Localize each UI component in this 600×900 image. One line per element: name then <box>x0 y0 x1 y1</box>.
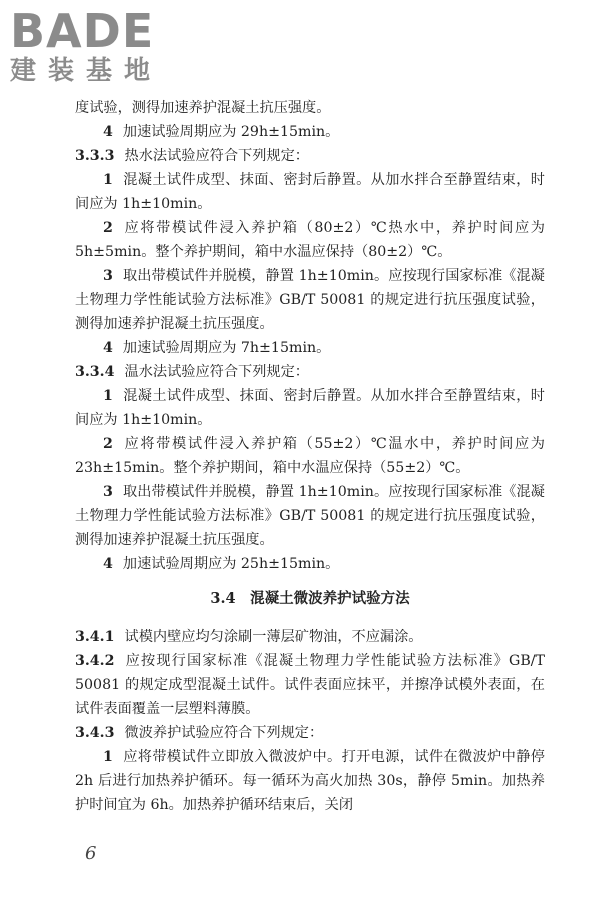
item-number: 4 <box>103 340 113 356</box>
clause-number: 3.3.4 <box>75 364 115 380</box>
paragraph-text: 混凝土试件成型、抹面、密封后静置。从加水拌合至静置结束，时间应为 1h±10min。 <box>75 172 545 212</box>
item-number: 2 <box>103 220 113 236</box>
clause-paragraph <box>75 649 545 721</box>
section-heading: 3.4 混凝土微波养护试验方法 <box>210 590 410 607</box>
clause-number: 3.3.3 <box>75 148 115 164</box>
clause-number: 3.4.1 <box>75 629 115 645</box>
brand-logo <box>10 4 163 86</box>
paragraph-text: 温水法试验应符合下列规定： <box>124 364 309 380</box>
list-item <box>75 480 545 552</box>
list-item <box>75 384 545 432</box>
item-number: 2 <box>103 436 113 452</box>
clause-number: 3.4.3 <box>75 725 115 741</box>
paragraph-text: 应将带模试件浸入养护箱（80±2）℃热水中，养护时间应为 5h±5min。整个养护期间，箱中水温应保持（80±2）℃。 <box>75 220 545 260</box>
list-item <box>75 168 545 216</box>
item-number: 4 <box>103 124 113 140</box>
section-3-4-content <box>75 625 545 817</box>
paragraph-text: 取出带模试件并脱模，静置 1h±10min。应按现行国家标准《混凝土物理力学性能试验方法标准》GB/T 50081 的规定进行抗压强度试验，测得加速养护混凝土抗压强度。 <box>75 268 545 332</box>
list-item <box>75 552 545 576</box>
item-number: 3 <box>103 484 113 500</box>
clause-paragraph <box>75 360 545 384</box>
paragraph-text: 度试验，测得加速养护混凝土抗压强度。 <box>75 100 331 116</box>
item-number: 1 <box>103 172 113 188</box>
clause-paragraph <box>75 721 545 745</box>
section-3-3-content <box>75 96 545 576</box>
continued-paragraph <box>75 96 545 120</box>
list-item <box>75 336 545 360</box>
page-number: 6 <box>85 843 97 864</box>
paragraph-text: 应将带模试件立即放入微波炉中。打开电源，试件在微波炉中静停 2h 后进行加热养护循环。每一循环为高火加热 30s，静停 5min。加热养护时间宜为 6h。加热养护循环结束后，关闭 <box>75 749 545 813</box>
item-number: 1 <box>103 388 113 404</box>
item-number: 3 <box>103 268 113 284</box>
clause-number: 3.4.2 <box>75 653 115 669</box>
item-number: 1 <box>103 749 113 765</box>
list-item <box>75 264 545 336</box>
paragraph-text: 混凝土试件成型、抹面、密封后静置。从加水拌合至静置结束，时间应为 1h±10min。 <box>75 388 545 428</box>
paragraph-text: 加速试验周期应为 29h±15min。 <box>122 124 340 140</box>
list-item <box>75 120 545 144</box>
paragraph-text: 试模内壁应均匀涂刷一薄层矿物油，不应漏涂。 <box>124 629 423 645</box>
logo-wordmark: BADE <box>10 4 155 58</box>
item-number: 4 <box>103 556 113 572</box>
list-item <box>75 745 545 817</box>
list-item <box>75 432 545 480</box>
paragraph-text: 热水法试验应符合下列规定： <box>124 148 309 164</box>
list-item <box>75 216 545 264</box>
paragraph-text: 加速试验周期应为 7h±15min。 <box>122 340 331 356</box>
paragraph-text: 应按现行国家标准《混凝土物理力学性能试验方法标准》GB/T 50081 的规定成型混凝土试件。试件表面应抹平，并擦净试模外表面，在试件表面覆盖一层塑料薄膜。 <box>75 653 545 717</box>
clause-paragraph <box>75 144 545 168</box>
paragraph-text: 应将带模试件浸入养护箱（55±2）℃温水中，养护时间应为 23h±15min。整个养护期间，箱中水温应保持（55±2）℃。 <box>75 436 545 476</box>
paragraph-text: 加速试验周期应为 25h±15min。 <box>122 556 340 572</box>
document-body <box>75 96 545 817</box>
clause-paragraph <box>75 625 545 649</box>
paragraph-text: 取出带模试件并脱模，静置 1h±10min。应按现行国家标准《混凝土物理力学性能试验方法标准》GB/T 50081 的规定进行抗压强度试验，测得加速养护混凝土抗压强度。 <box>75 484 545 548</box>
paragraph-text: 微波养护试验应符合下列规定： <box>124 725 324 741</box>
logo-subtitle: 建装基地 <box>10 56 163 86</box>
